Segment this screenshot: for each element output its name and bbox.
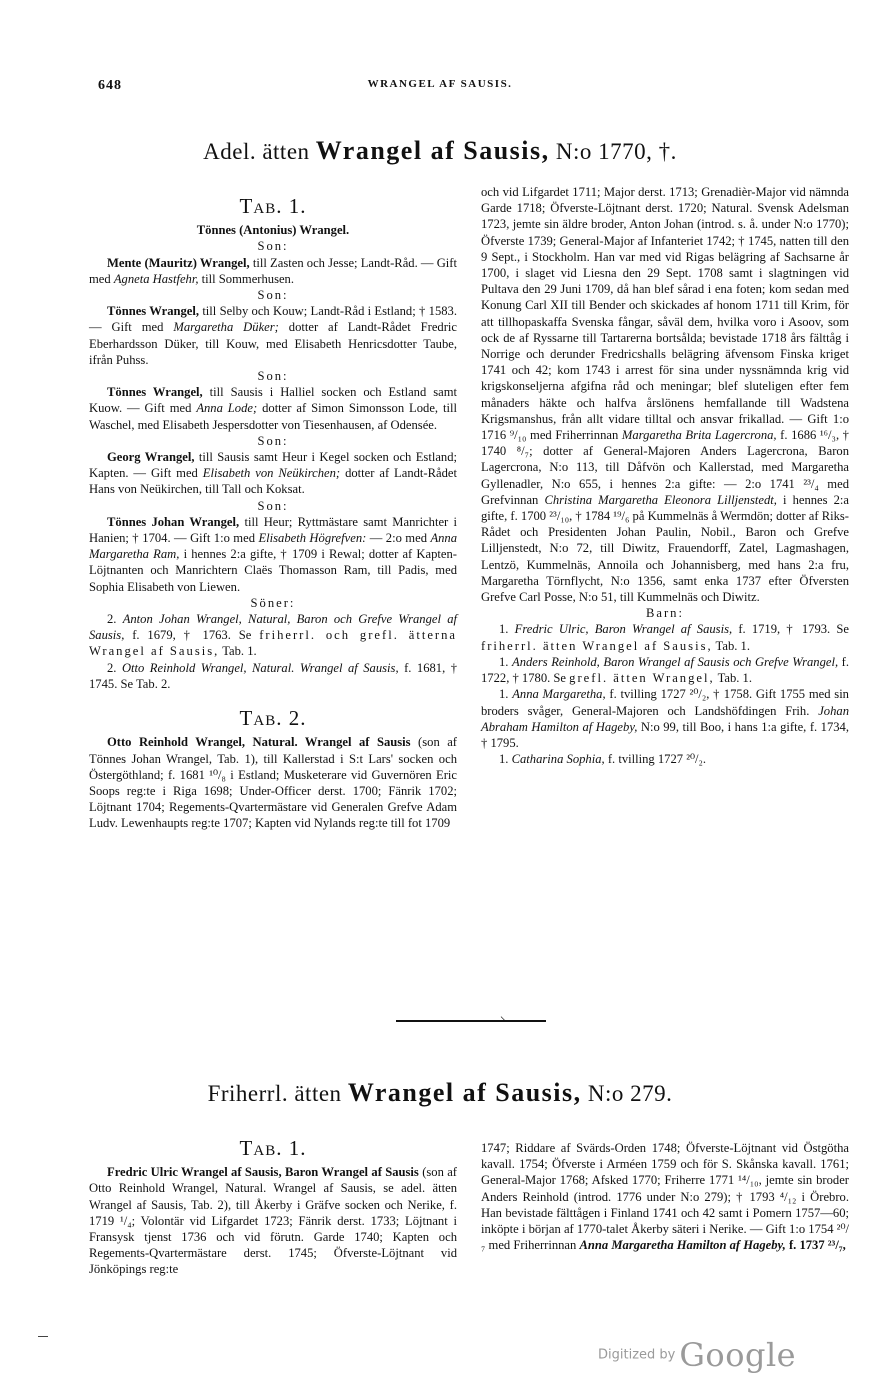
person-name: Tönnes Wrangel, — [107, 304, 200, 319]
entry-fredric-continued — [481, 1140, 849, 1253]
spouse-name: Anna Lode; — [196, 401, 258, 416]
tab-heading-2: Tab. 2. — [239, 706, 307, 731]
margin-mark — [38, 1336, 48, 1337]
spouse-name: Elisabeth Högrefven: — [258, 531, 367, 546]
entry-text: Tab. 1. — [222, 644, 257, 659]
family-title-suffix: N:o 1770, †. — [555, 139, 677, 164]
entry-text: till Selby och Kouw; Landt-Råd i Estland; † 1583. — Gift med — [89, 304, 457, 335]
tab-heading-1: Tab. 1. — [239, 194, 307, 218]
digitized-watermark — [598, 1336, 796, 1374]
person-name: Fredric Ulric Wrangel af Sausis, Baron Wrangel af Sausis — [107, 1165, 419, 1180]
person-name: Otto Reinhold Wrangel, Natural. Wrangel af Sausis — [107, 735, 411, 750]
divider-ornament: ⸌ — [500, 1014, 507, 1028]
cross-reference: friherrl. ätten Wrangel af Sausis, — [481, 638, 713, 653]
family-title-adel — [0, 136, 880, 166]
family-title-friherrl — [0, 1078, 880, 1108]
child-anton-johan — [89, 611, 457, 660]
entry-text: — 2:o med — [369, 531, 427, 546]
child-catharina-sophia — [481, 751, 849, 767]
person-name: Anton Johan Wrangel, Natural, Baron och Grefve Wrangel af Sausis, — [89, 612, 457, 643]
spouse-name: Agneta Hastfehr, — [113, 271, 199, 286]
person-name: Mente (Mauritz) Wrangel, — [107, 255, 250, 270]
entry-text: till Sausis samt Heur i Kegel socken och Estland; Kapten. — Gift med — [89, 450, 457, 481]
cross-reference: grefl. ätten Wrangel, — [569, 671, 715, 686]
child-number: 2. — [107, 660, 117, 675]
entry-text: Tab. 1. — [715, 638, 750, 653]
entry-text: till Heur; Ryttmästare samt Manrichter i Hanien; † 1704. — Gift 1:o med — [89, 514, 457, 546]
left-column-section1 — [89, 194, 458, 832]
child-anders-reinhold — [481, 654, 849, 686]
entry-tonnes-johan — [89, 514, 457, 595]
spouse-name: Margaretha Brita Lagercrona, — [621, 428, 777, 443]
entry-text: till Sausis i Halliel socken och Estland samt Kuow. — Gift med — [89, 385, 457, 416]
running-title: WRANGEL AF SAUSIS. — [367, 78, 513, 90]
spouse-name: Anna Margaretha Hamilton af Hageby, — [579, 1238, 786, 1253]
right-column-section2 — [481, 1140, 849, 1253]
son-label: Son: — [257, 498, 289, 513]
family-title-name: Wrangel af Sausis, — [347, 1078, 582, 1107]
person-name: Catharina Sophia, — [511, 752, 605, 767]
child-number: 1. — [499, 752, 509, 767]
entry-tonnes-antonius: Tönnes (Antonius) Wrangel. — [196, 223, 350, 238]
person-name: Tönnes Wrangel, — [107, 385, 203, 400]
entry-tonnes-sausis — [89, 384, 457, 433]
child-anna-margaretha — [481, 686, 849, 751]
entry-mente — [89, 255, 457, 287]
entry-text: till Zasten och Jesse; Landt-Råd. — Gift med — [89, 255, 458, 286]
spouse-name: Johan Abraham Hamilton af Hageby, — [481, 703, 849, 734]
family-title-prefix: Adel. ätten — [203, 139, 310, 164]
person-name: Fredric Ulric, Baron Wrangel af Sausis, — [514, 622, 733, 637]
entry-text: till Sommerhusen. — [201, 271, 295, 286]
entry-text: N:o 99, till Boo, i hans 1:a gifte, f. 1734, † 1795. — [481, 719, 850, 750]
barn-label: Barn: — [646, 606, 684, 621]
person-name: Anna Margaretha, — [512, 687, 606, 702]
person-name: Anders Reinhold, Baron Wrangel af Sausis och Grefve Wrangel, — [512, 654, 839, 669]
son-label: Son: — [257, 288, 289, 303]
left-column-section2 — [89, 1136, 457, 1278]
entry-text: f. tvilling 1727 ²⁰/₂. — [607, 752, 707, 767]
entry-text: 1747; Riddare af Svärds-Orden 1748; Öfverste-Löjtnant vid Östgötha kavall. 1754; Öfverste i Arméen 1759 och för S. Skånska kavall. 1761; General-Major 1768; Afsked 1770; Friherre 1771 ¹⁴/₁₀, jemte sin broder Anders Reinhold (introd. 1776 under N:o 279); † 1793 ⁴/₁₂ i Örebro. Han bevistade fälttågen i Finland 1741 och 42 samt i Pomern 1757—60; inköpte i början af 1770-talet Åkerby säteri i Nerike. — Gift 1:o 1754 ²⁰/₇ med Friherrinnan — [481, 1141, 849, 1253]
child-fredric-ulric — [481, 621, 849, 653]
entry-tonnes-selby — [89, 303, 457, 368]
tab-heading-friherrl-1: Tab. 1. — [239, 1136, 307, 1160]
spouse-name: Anna Margaretha Ram, — [89, 531, 458, 562]
entry-otto-reinhold — [89, 734, 457, 831]
right-column-section1 — [481, 184, 849, 767]
child-otto-reinhold — [89, 660, 457, 692]
child-number: 1. — [499, 687, 509, 702]
child-number: 1. — [499, 622, 509, 637]
cross-reference: friherrl. och grefl. ätterna Wrangel af Sausis, — [89, 628, 457, 659]
entry-text: i hennes 2:a gifte, † 1709 i Rewal; dotter af Kapten-Löjtnanten och Manrichtern Claës Thomasson Ram, till Padis, med Sophia Elisabeth von Liewen. — [89, 547, 457, 594]
entry-georg — [89, 449, 457, 498]
entry-text: i hennes 2:a gifte, f. 1700 ²³/₁₀, † 1784 ¹⁹/₆ på Kummelnäs å Wermdön; dotter af Riks-Rådet och Presidenten Johan Paulin, Nobil., Baron och Grefve Lilljenstedt, N:o 72, till Diwitz, Frauendorff, Zatel, Lagmashagen, Lentzö, Kummelnäs, Annoila och Johannisberg, med hans 2:a fru, Margaretha Törnflycht, N:o 1356, samt enka 1737 efter Öfversten Grefve Carl Posse, N:o 51, till Kummelnäs och Diwitz. — [481, 492, 850, 605]
son-label: Son: — [257, 239, 289, 254]
page-number: 648 — [98, 78, 122, 93]
entry-text: f. 1686 ¹⁶/₃, † 1740 ⁸/₇; dotter af General-Majoren Anders Lagercrona, Baron Lagercrona, N:o 113, till Dåfvön och Kallerstad, med Margaretha Gyllenadler, N:o 655, i hennes 2:a gifte: — 2:o 1741 ²³/₄ med Grefvinnan — [481, 428, 849, 507]
entry-text: dotter af Simon Simonsson Lode, till Waschel, med Elisabeth Jespersdotter von Tiesenhausen, af Odensée. — [89, 401, 457, 432]
person-name: Tönnes Johan Wrangel, — [107, 514, 240, 529]
entry-text: f. 1719, † 1793. Se — [738, 622, 849, 637]
entry-text: f. 1681, † 1745. Se Tab. 2. — [89, 660, 457, 691]
entry-text: (son af Tönnes Johan Wrangel, Tab. 1), till Kallerstad i S:t Lars' socken och Östergöthland; f. 1681 ¹⁰/₈ i Estland; Musketerare vid Guvernören Eric Soops reg:te i Riga 1698; Under-Officer derst. 1700; Fänrik 1702; Löjtnant 1704; Regements-Qvartermästare vid Generalen Grefve Adam Ludv. Lewenhaupts reg:te 1707; Kapten vid Nylands reg:te till fot 1709 — [89, 735, 457, 831]
section-divider — [396, 1020, 546, 1022]
person-name: Georg Wrangel, — [107, 450, 195, 465]
entry-text: f. 1722, † 1780. Se — [481, 654, 849, 686]
soner-label: Söner: — [250, 595, 296, 610]
child-number: 1. — [499, 654, 509, 669]
google-logo: Google — [679, 1336, 797, 1374]
entry-text: Tab. 1. — [717, 671, 753, 686]
family-title-prefix: Friherrl. ätten — [207, 1081, 342, 1106]
entry-text: f. tvilling 1727 ²⁰/₂, † 1758. Gift 1755 med sin broders svåger, General-Majoren och Landshöfdingen Frih. — [481, 687, 849, 718]
entry-text: och vid Lifgardet 1711; Major derst. 1713; Grenadièr-Major vid nämnda Garde 1718; Öfverste-Löjtnant derst. 1720; Natural. Svensk Adelsman 1723, jemte sin äldre broder, Anton Johan (introd. s. å. under N:o 1770); Öfverste 1739; General-Major af Infanteriet 1742; † 1745, natten till den 9 Sept., i Stockholm. Han var med vid Rigas belägring af Sachsarne år 1700, i slaget vid Liesna den 29 Sept. 1708 samt i slagtningen vid Pultava den 29 Juni 1709, då han blef sårad i ena foten; kom sedan med Konung Carl XII till Bender och skickades af honom 1711 till Krim, för att tillhopaskaffa Svenska fångar, såväl dem, hvilka voro i Asoov, som ock de af Ryssarne till Tartarerna bortsålda; bevistade 1718 års fälttåg i Norrige och derunder Fredricshalls belägring äfvensom Finska kriget 1741 och 42; kom 1743 i arrest för sina under nyssnämnda krig vid krigskonseljerna afgifna råd och meningar; blef sluteligen efter fem månaders häkte och halfva årslönens hemfallande till Wadstena Krigsmanshus, från allt vidare tilltal och ansvar frikallad. — Gift 1:o 1716 ⁹/₁₀ med Friherrinnan — [481, 185, 849, 443]
spouse-name: Christina Margaretha Eleonora Lilljenstedt, — [544, 492, 777, 507]
digitized-by-label: Digitized by — [598, 1347, 676, 1363]
spouse-name: Elisabeth von Neükirchen; — [202, 466, 341, 481]
entry-text: (son af Otto Reinhold Wrangel, Natural. Wrangel af Sausis, se adel. ätten Wrangel af Sausis, Tab. 2), till Åkerby i Gräfve socken och Nerike, f. 1719 ¹/₄; Volontär vid Lifgardet 1723; Fänrik derst. 1733; Löjtnant i Fransysk tjenst 1736 och vid förutn. Garde 1740; Kapten och Regements-Qvartermästare derst. 1745; Öfverste-Löjtnant vid Jönköpings reg:te — [89, 1165, 457, 1277]
family-title-suffix: N:o 279. — [587, 1081, 673, 1106]
entry-text: dotter af Landt-Rådet Fredric Eberhardsson Düker, till Kouw, med Elisabeth Henricsdotter Taube, ifrån Puhss. — [89, 320, 457, 367]
entry-text: dotter af Landt-Rådet Hans von Neükirchen, till Tall och Koksat. — [89, 466, 458, 497]
son-label: Son: — [257, 369, 289, 384]
entry-text: f. 1679, † 1763. Se — [132, 628, 252, 643]
page-header — [0, 78, 880, 98]
family-title-name: Wrangel af Sausis, — [315, 136, 550, 165]
person-name: Otto Reinhold Wrangel, Natural. Wrangel af Sausis, — [121, 660, 399, 675]
child-number: 2. — [107, 612, 117, 627]
entry-fredric-ulric — [89, 1164, 457, 1277]
entry-otto-continued — [481, 184, 849, 605]
entry-text: f. 1737 ²³/₇, — [788, 1238, 846, 1253]
son-label: Son: — [257, 433, 289, 448]
spouse-name: Margaretha Düker; — [173, 320, 279, 335]
